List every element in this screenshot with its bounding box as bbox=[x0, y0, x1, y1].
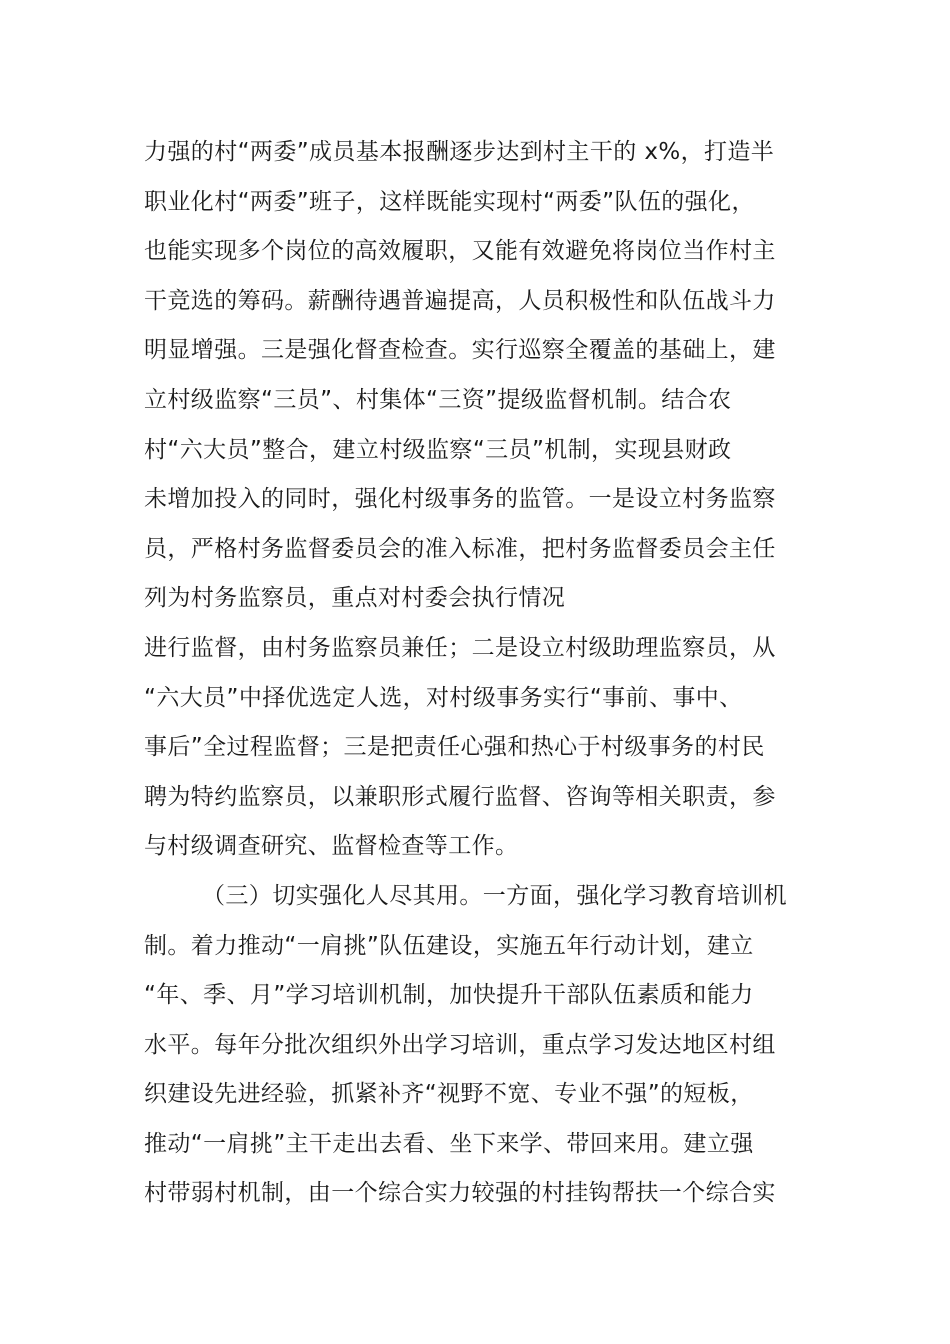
text-line: 织建设先进经验，抓紧补齐“视野不宽、专业不强”的短板， bbox=[144, 1081, 754, 1108]
text-line: 职业化村“两委”班子，这样既能实现村“两委”队伍的强化， bbox=[144, 188, 755, 215]
text-line: 村带弱村机制，由一个综合实力较强的村挂钩帮扶一个综合实 bbox=[144, 1180, 776, 1207]
text-line: 聘为特约监察员，以兼职形式履行监督、咨询等相关职责，参 bbox=[144, 783, 776, 810]
text-line: 村“六大员”整合，建立村级监察“三员”机制，实现县财政 bbox=[144, 436, 732, 463]
body-text bbox=[144, 128, 814, 1219]
text-line: 力强的村“两委”成员基本报酬逐步达到村主干的 x%，打造半 bbox=[144, 139, 775, 165]
text-line: 制。着力推动“一肩挑”队伍建设，实施五年行动计划，建立 bbox=[144, 932, 754, 959]
text-line: “年、季、月”学习培训机制，加快提升干部队伍素质和能力 bbox=[144, 982, 754, 1009]
text-line: 干竞选的筹码。薪酬待遇普遍提高，人员积极性和队伍战斗力 bbox=[144, 287, 776, 314]
text-line: 员，严格村务监督委员会的准入标准，把村务监督委员会主任 bbox=[144, 535, 776, 562]
text-line: 与村级调查研究、监督检查等工作。 bbox=[144, 833, 519, 860]
section-heading-line: （三）切实强化人尽其用。一方面，强化学习教育培训机 bbox=[202, 882, 787, 909]
text-line: 未增加投入的同时，强化村级事务的监管。一是设立村务监察 bbox=[144, 486, 776, 513]
text-line: 推动“一肩挑”主干走出去看、坐下来学、带回来用。建立强 bbox=[144, 1130, 754, 1157]
text-line: 列为村务监察员，重点对村委会执行情况 bbox=[144, 585, 566, 612]
text-line: 事后”全过程监督；三是把责任心强和热心于村级事务的村民 bbox=[144, 734, 765, 761]
text-line: 进行监督，由村务监察员兼任；二是设立村级助理监察员，从 bbox=[144, 634, 776, 661]
text-line: 明显增强。三是强化督查检查。实行巡察全覆盖的基础上，建 bbox=[144, 337, 776, 364]
text-line: 水平。每年分批次组织外出学习培训，重点学习发达地区村组 bbox=[144, 1031, 776, 1058]
text-line: “六大员”中择优选定人选，对村级事务实行“事前、事中、 bbox=[144, 684, 743, 711]
text-line: 立村级监察“三员”、村集体“三资”提级监督机制。结合农 bbox=[144, 386, 732, 413]
text-line: 也能实现多个岗位的高效履职，又能有效避免将岗位当作村主 bbox=[144, 238, 776, 265]
